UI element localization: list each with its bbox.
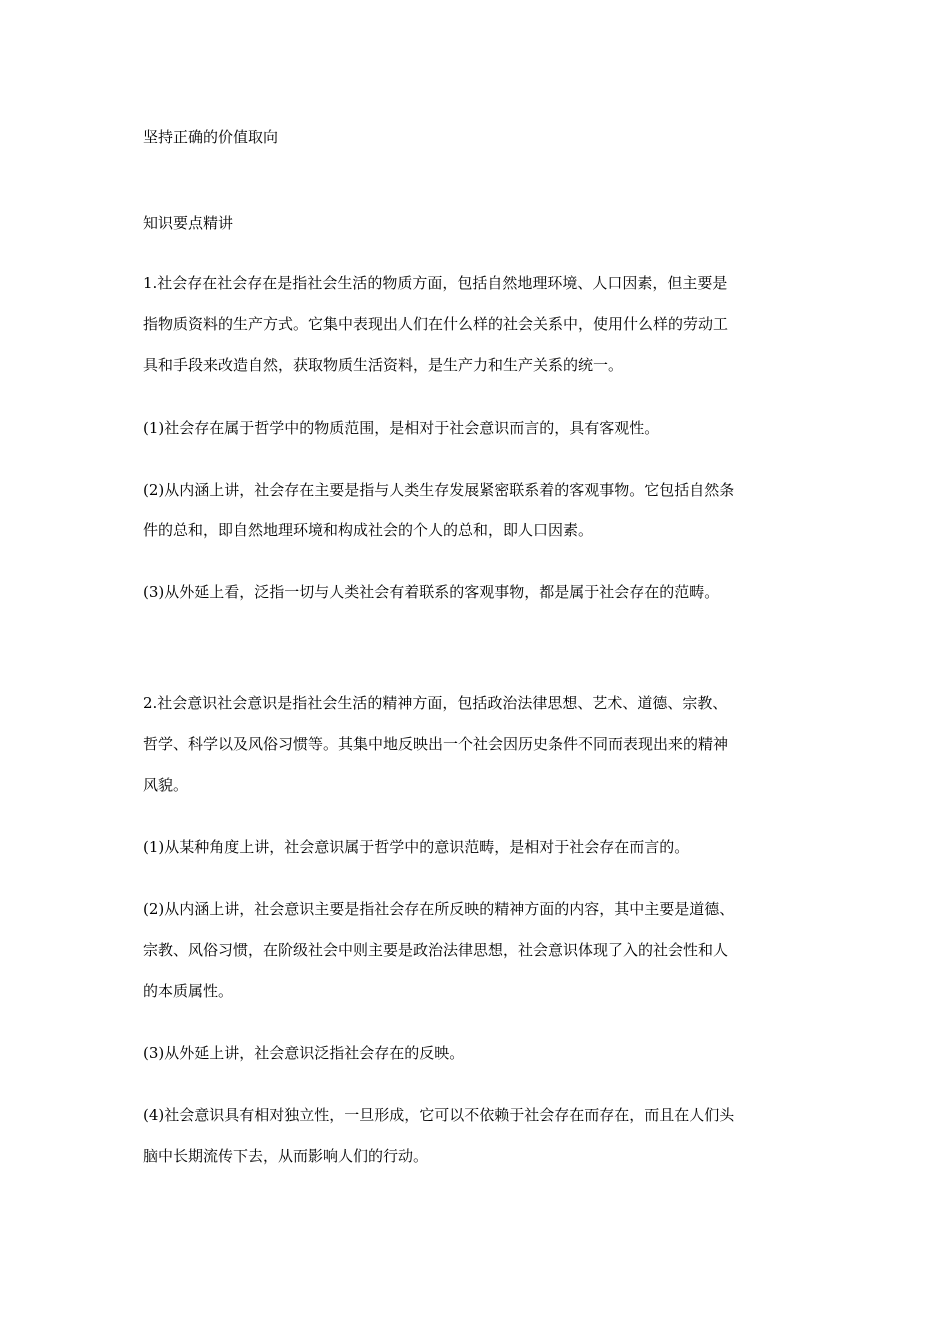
paragraph-line: 指物质资料的生产方式。它集中表现出人们在什么样的社会关系中，使用什么样的劳动工 [143,315,729,333]
paragraph-line: 1.社会存在社会存在是指社会生活的物质方面，包括自然地理环境、人口因素，但主要是 [143,274,728,292]
paragraph-line: (2)从内涵上讲，社会存在主要是指与人类生存发展紧密联系着的客观事物。它包括自然条 [143,481,735,499]
paragraph-line: 具和手段来改造自然，获取物质生活资料，是生产力和生产关系的统一。 [143,356,624,374]
paragraph-line: (1)从某种角度上讲，社会意识属于哲学中的意识范畴，是相对于社会存在而言的。 [143,838,690,856]
paragraph-line: 2.社会意识社会意识是指社会生活的精神方面，包括政治法律思想、艺术、道德、宗教、 [143,694,728,712]
paragraph-line: 哲学、科学以及风俗习惯等。其集中地反映出一个社会因历史条件不同而表现出来的精神 [143,735,729,753]
paragraph-line: (4)社会意识具有相对独立性，一旦形成，它可以不依赖于社会存在而存在，而且在人们头 [143,1106,735,1124]
paragraph-line: 的本质属性。 [143,982,234,1000]
paragraph-line: (3)从外延上看，泛指一切与人类社会有着联系的客观事物，都是属于社会存在的范畴。 [143,583,720,601]
document-title: 坚持正确的价值取向 [143,128,279,146]
paragraph-line: (1)社会存在属于哲学中的物质范围，是相对于社会意识而言的，具有客观性。 [143,419,660,437]
paragraph-line: (2)从内涵上讲，社会意识主要是指社会存在所反映的精神方面的内容，其中主要是道德、 [143,900,735,918]
paragraph-line: (3)从外延上讲，社会意识泛指社会存在的反映。 [143,1044,465,1062]
paragraph-line: 宗教、风俗习惯，在阶级社会中则主要是政治法律思想，社会意识体现了入的社会性和人 [143,941,729,959]
paragraph-line: 件的总和，即自然地理环境和构成社会的个人的总和，即人口因素。 [143,521,594,539]
section-heading: 知识要点精讲 [143,214,234,232]
paragraph-line: 风貌。 [143,776,189,794]
paragraph-line: 脑中长期流传下去，从而影响人们的行动。 [143,1147,429,1165]
